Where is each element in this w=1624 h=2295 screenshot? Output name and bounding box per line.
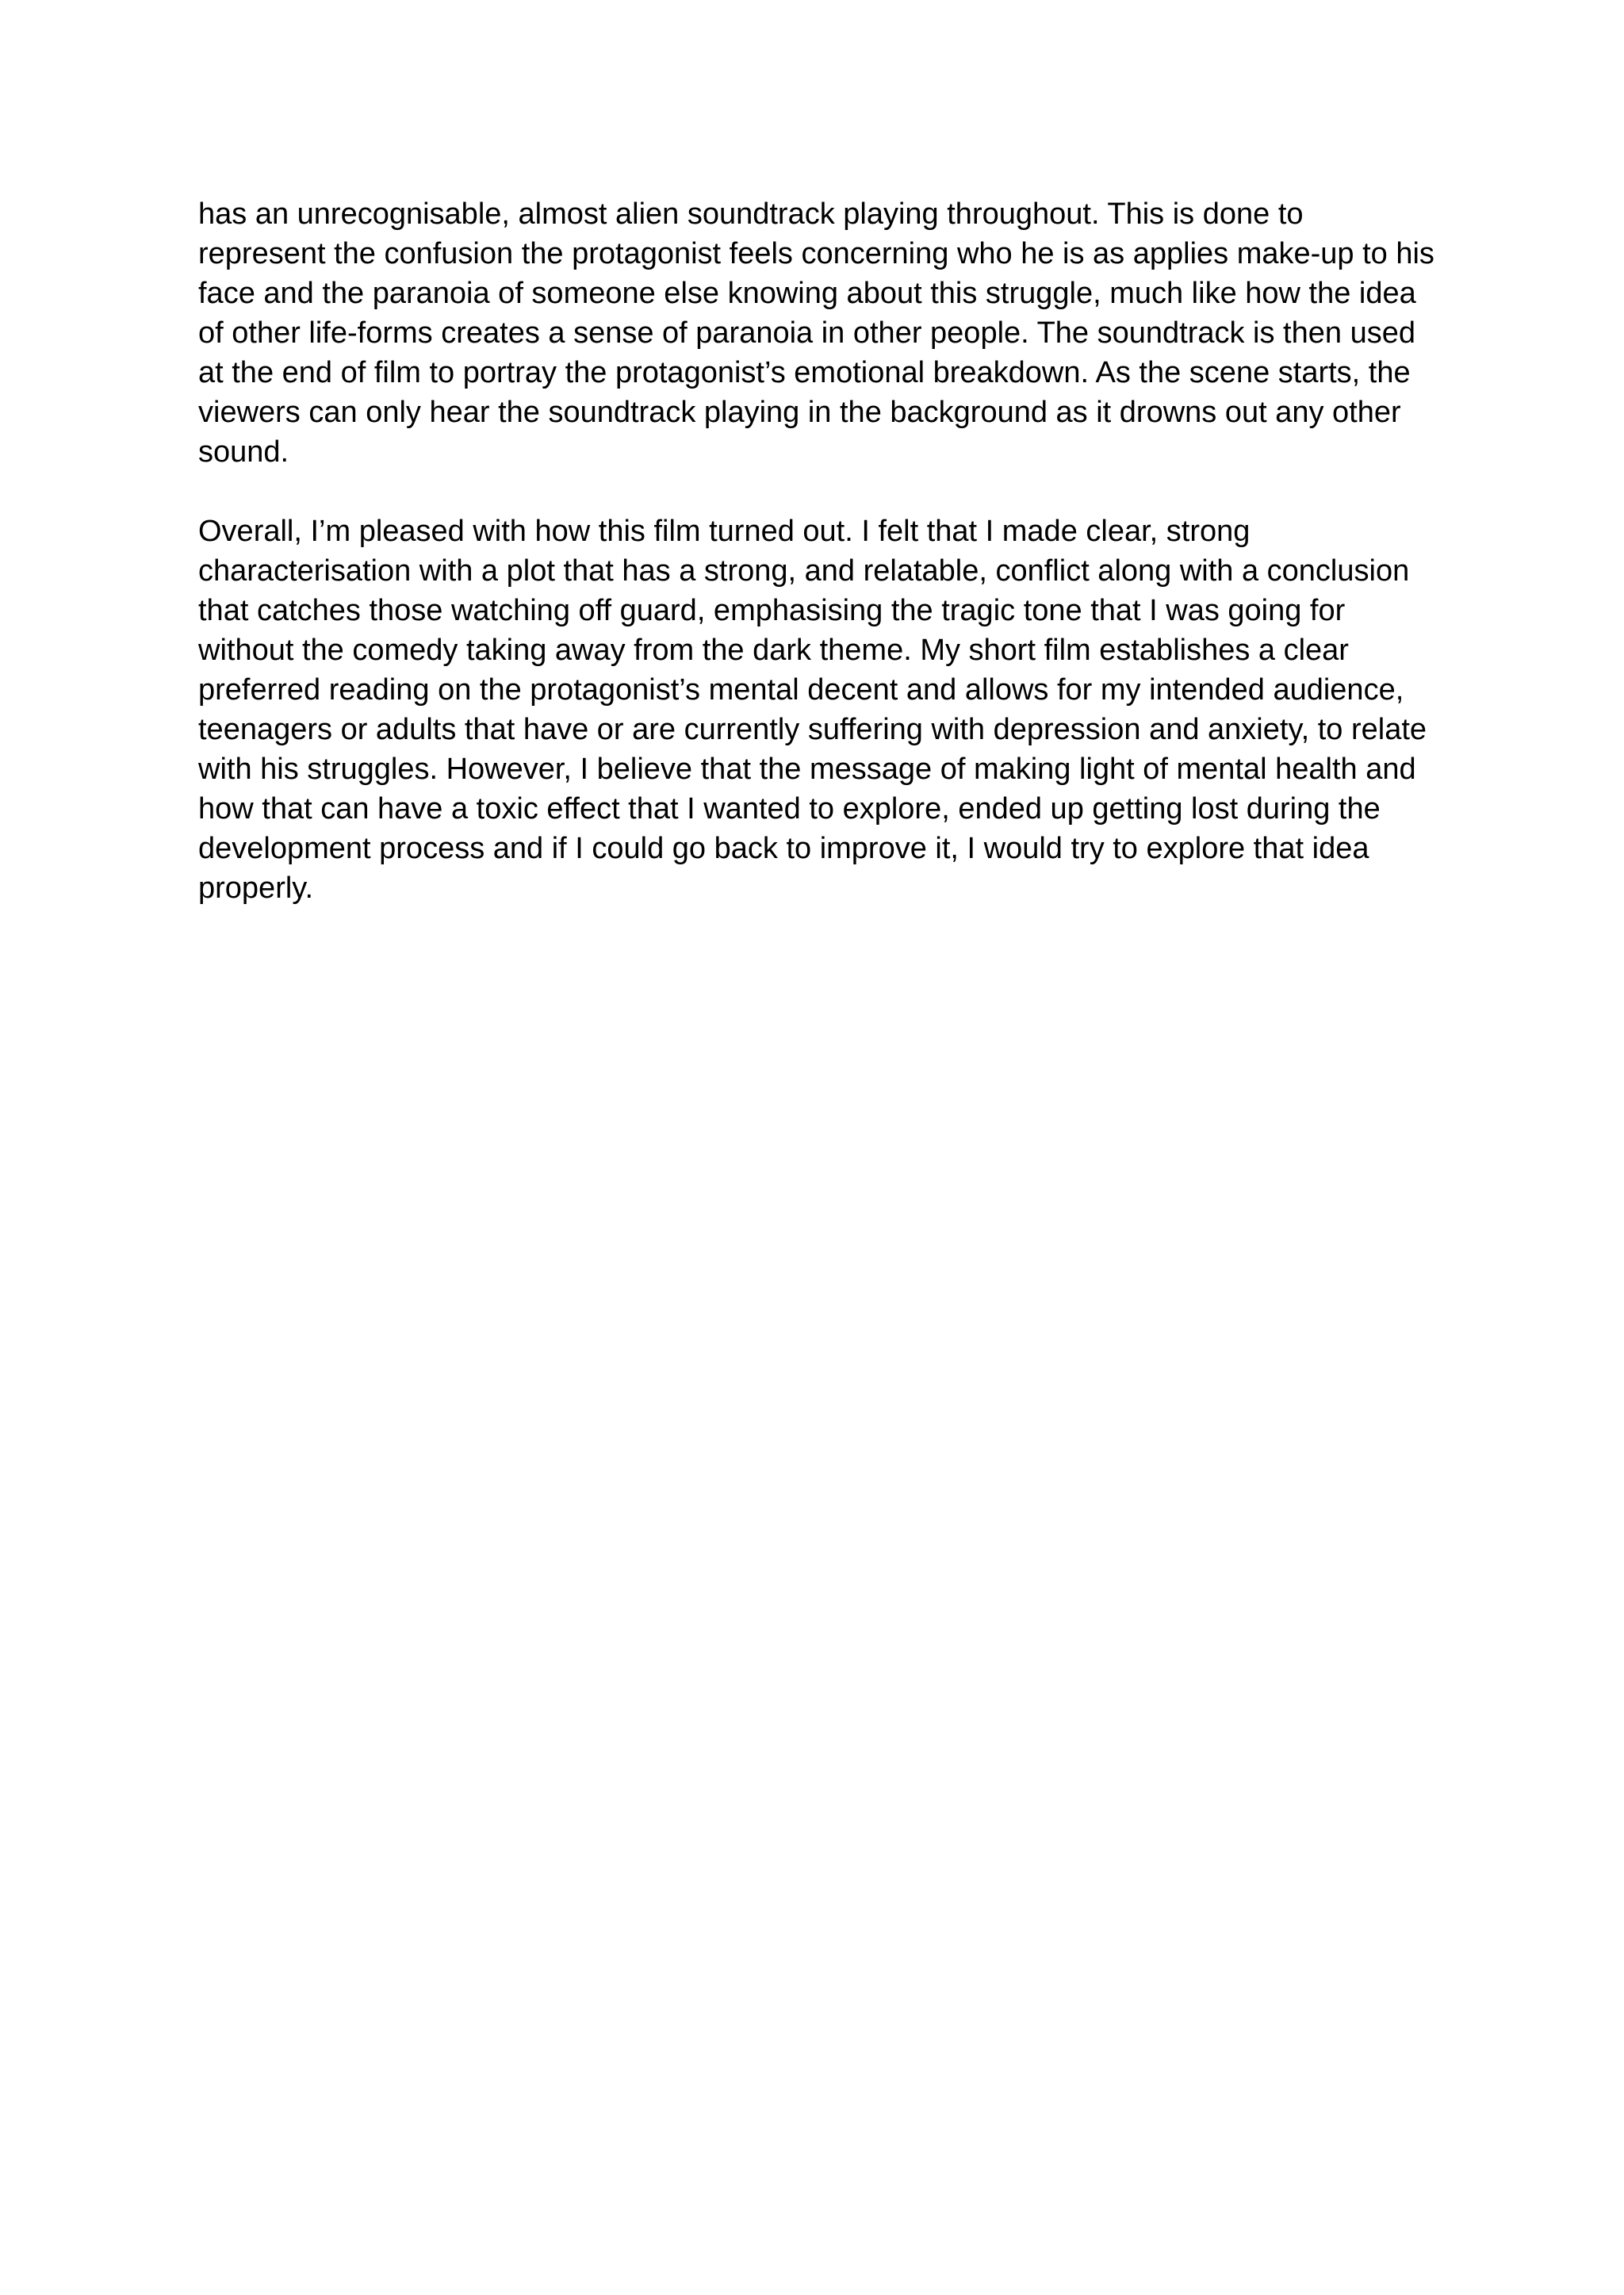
text-line: preferred reading on the protagonist’s mental decent and allows for my intended audience, xyxy=(198,673,1404,707)
text-line: properly. xyxy=(198,872,314,905)
text-line: characterisation with a plot that has a strong, and relatable, conflict along with a conclusion xyxy=(198,554,1410,588)
text-line: face and the paranoia of someone else knowing about this struggle, much like how the idea xyxy=(198,277,1416,310)
text-line: represent the confusion the protagonist feels concerning who he is as applies make-up to his xyxy=(198,237,1434,270)
text-line: with his struggles. However, I believe that the message of making light of mental health and xyxy=(198,753,1416,786)
text-line: Overall, I’m pleased with how this film turned out. I felt that I made clear, strong xyxy=(198,515,1251,548)
text-line: how that can have a toxic effect that I wanted to explore, ended up getting lost during the xyxy=(198,792,1381,826)
text-line: at the end of film to portray the protagonist’s emotional breakdown. As the scene starts, the xyxy=(198,356,1411,389)
text-line: development process and if I could go back to improve it, I would try to explore that idea xyxy=(198,832,1369,865)
text-line: without the comedy taking away from the dark theme. My short film establishes a clear xyxy=(198,634,1349,667)
text-line: teenagers or adults that have or are currently suffering with depression and anxiety, to relate xyxy=(198,713,1427,746)
text-line: has an unrecognisable, almost alien soundtrack playing throughout. This is done to xyxy=(198,197,1304,231)
text-line: viewers can only hear the soundtrack playing in the background as it drowns out any other xyxy=(198,396,1401,429)
text-line: of other life-forms creates a sense of paranoia in other people. The soundtrack is then used xyxy=(198,316,1415,350)
text-line: sound. xyxy=(198,435,289,469)
text-line: that catches those watching off guard, emphasising the tragic tone that I was going for xyxy=(198,594,1346,627)
